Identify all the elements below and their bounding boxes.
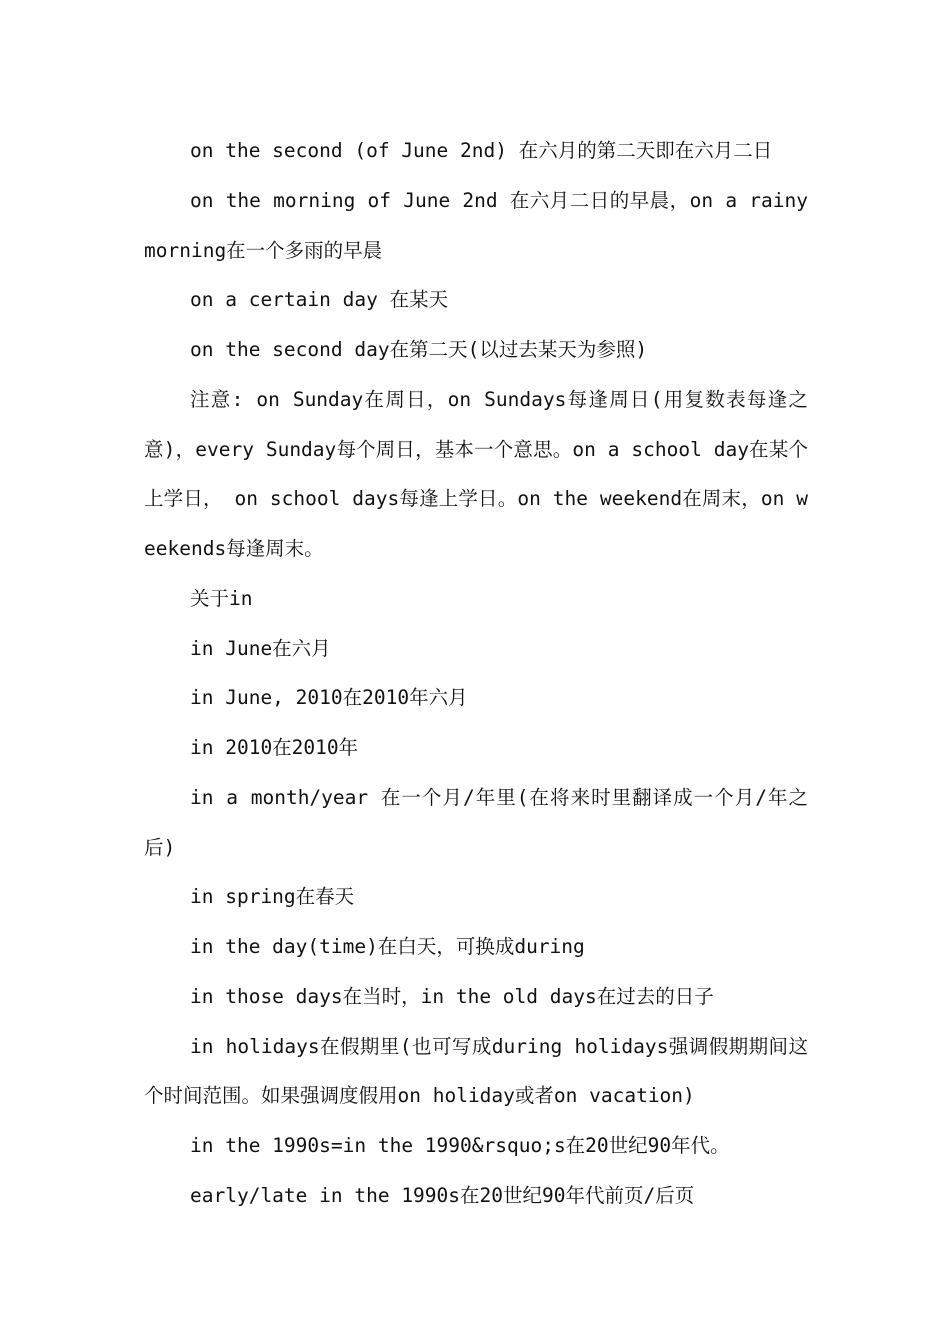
paragraph-on-a-certain-day: on a certain day 在某天 xyxy=(190,288,449,312)
paragraph-on-the-second-day: on the second day在第二天(以过去某天为参照) xyxy=(190,338,648,361)
paragraph-in-the-1990s: in the 1990s=in the 1990&rsquo;s在20世纪90年代。 xyxy=(190,1134,730,1157)
paragraph-in-june: in June在六月 xyxy=(190,636,331,660)
document-body xyxy=(144,126,808,1221)
paragraph-in-holidays: in holidays在假期里(也可写成during holidays强调假期期间这个时间范围。如果强调度假用on holiday或者on vacation) xyxy=(144,1034,808,1108)
section-heading-about-in: 关于in xyxy=(190,586,253,610)
paragraph-in-spring: in spring在春天 xyxy=(190,885,355,909)
paragraph-in-the-day: in the day(time)在白天，可换成during xyxy=(190,935,585,958)
paragraph-in-those-days: in those days在当时，in the old days在过去的日子 xyxy=(190,984,714,1008)
paragraph-on-the-second: on the second (of June 2nd) 在六月的第二天即在六月二日 xyxy=(190,139,773,162)
paragraph-in-2010: in 2010在2010年 xyxy=(190,736,359,759)
paragraph-in-june-2010: in June, 2010在2010年六月 xyxy=(190,686,468,710)
paragraph-early-late-1990s: early/late in the 1990s在20世纪90年代前页/后页 xyxy=(190,1183,695,1207)
paragraph-note: 注意: on Sunday在周日，on Sundays每逢周日(用复数表每逢之意)，every Sunday每个周日，基本一个意思。on a school day在某个上学日， on school days每逢上学日。on the weekend在周末，on weekends每逢周末。 xyxy=(144,387,808,560)
paragraph-on-the-morning: on the morning of June 2nd 在六月二日的早晨，on a rainy morning在一个多雨的早晨 xyxy=(144,188,808,262)
paragraph-in-a-month-year: in a month/year 在一个月/年里(在将来时里翻译成一个月/年之后) xyxy=(144,785,808,859)
